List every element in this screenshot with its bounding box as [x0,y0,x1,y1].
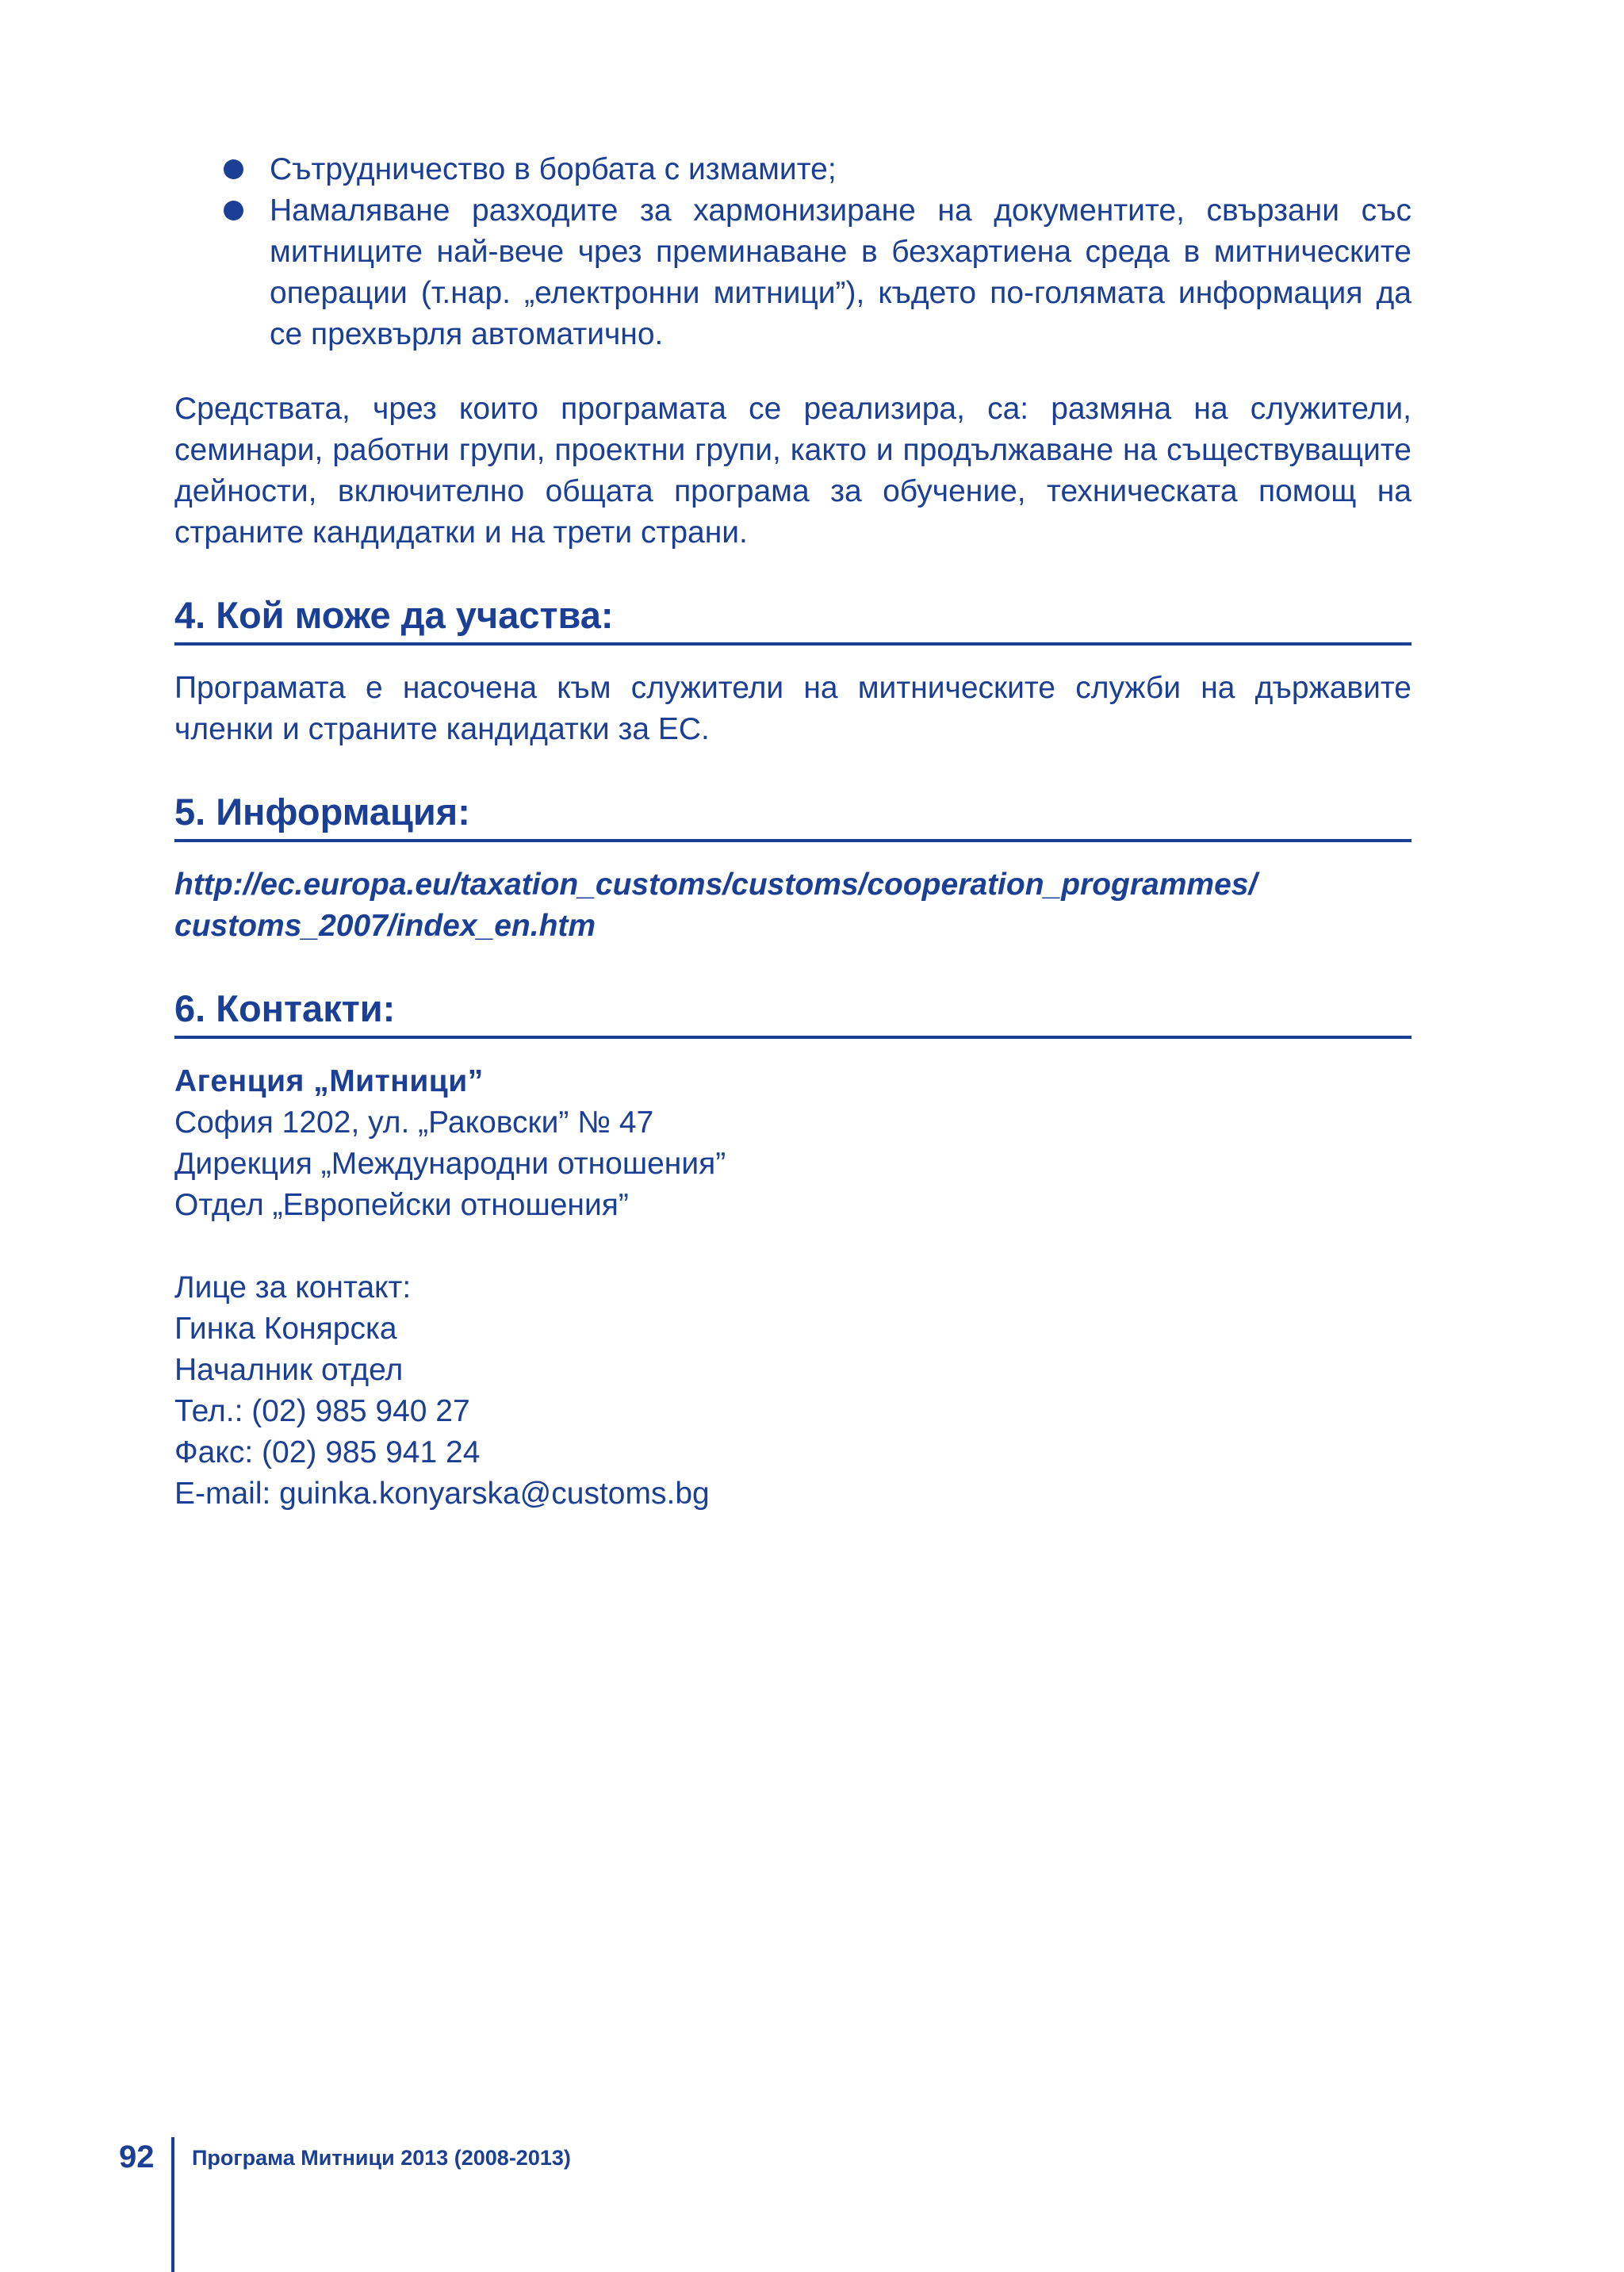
contact-email[interactable]: E-mail: guinka.konyarska@customs.bg [174,1477,710,1511]
section-heading-participants: 4. Кой може да участва: [174,592,1411,646]
bullet-text: Намаляване разходите за хармонизиране на документите, свързани със митниците най-вече чрез преминаване в безхартиена среда в митническите операции (т.нар. „електронни митници”), където по-голямата информация да се прехвърля автоматично. [270,193,1411,351]
means-paragraph: Средствата, чрез които програмата се реализира, са: размяна на служители, семинари, работни групи, проектни групи, както и продължаване на съществуващите дейности, включително общата програма за обучение, техническата помощ на страните кандидатки и на трети страни. [174,392,1411,550]
list-item [174,190,1411,355]
footer-title: Програма Митници 2013 (2008-2013) [192,2146,571,2170]
agency-address: София 1202, ул. „Раковски” № 47 [174,1105,654,1140]
participants-text: Програмата е насочена към служители на митническите служби на държавите членки и страните кандидатки за ЕС. [174,671,1411,746]
directorate-name: Дирекция „Международни отношения” [174,1147,726,1181]
information-link-line-1[interactable]: http://ec.europa.eu/taxation_customs/customs/cooperation_programmes/ [174,868,1258,902]
information-link-block [174,864,1411,947]
contact-position: Началник отдел [174,1353,404,1387]
contact-label: Лице за контакт: [174,1270,412,1305]
bullet-list [174,149,1411,355]
spacer [174,1226,1411,1267]
information-link-line-2[interactable]: customs_2007/index_en.htm [174,909,596,943]
list-item [174,149,1411,190]
page-number: 92 [119,2140,155,2174]
footer-divider [171,2137,174,2272]
section-heading-information: 5. Информация: [174,788,1411,842]
section-heading-contacts: 6. Контакти: [174,985,1411,1039]
agency-name: Агенция „Митници” [174,1064,484,1098]
page-content [174,149,1411,1515]
contacts-block [174,1061,1411,1515]
bullet-text: Сътрудничество в борбата с измамите; [270,152,837,186]
contact-name: Гинка Конярска [174,1312,397,1346]
contact-fax: Факс: (02) 985 941 24 [174,1435,481,1469]
department-name: Отдел „Европейски отношения” [174,1188,629,1222]
bullet-icon [224,159,243,179]
contact-phone: Тел.: (02) 985 940 27 [174,1394,470,1428]
bullet-icon [224,201,243,220]
